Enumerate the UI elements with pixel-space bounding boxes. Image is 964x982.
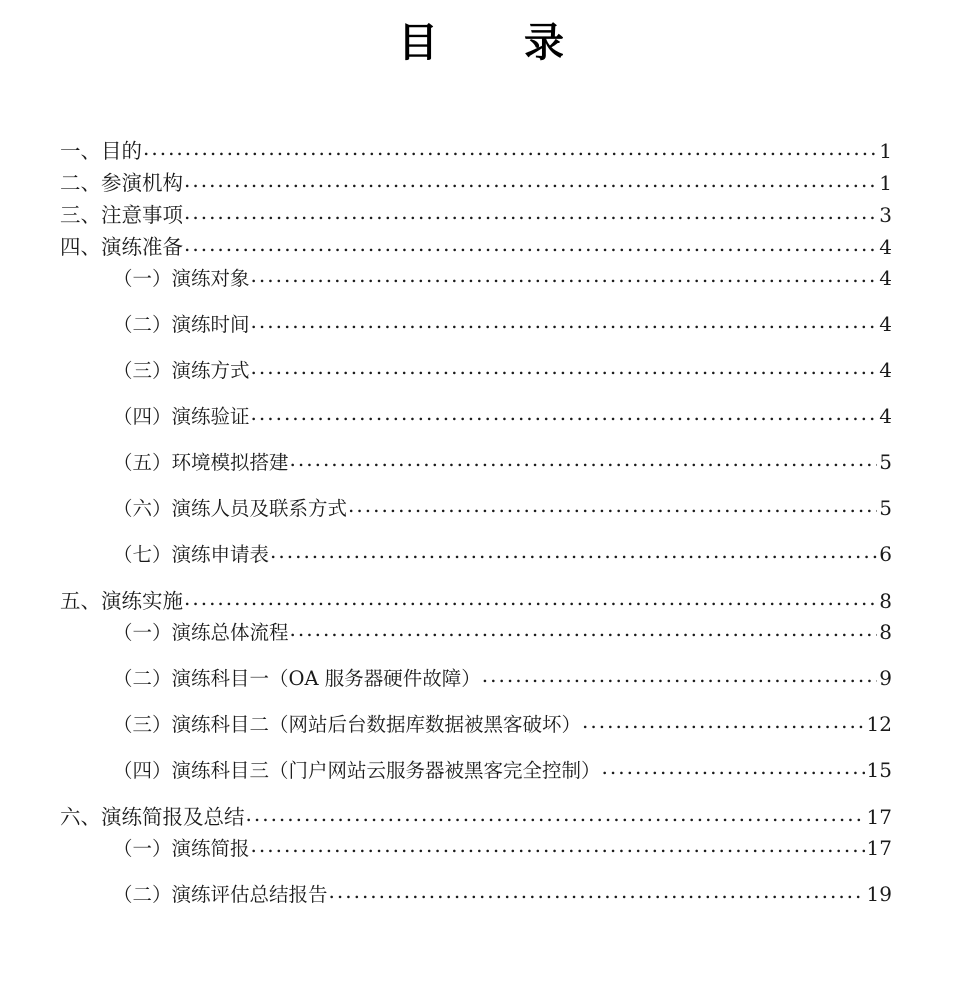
toc-entry-page-number: 5 <box>879 495 892 520</box>
toc-entry-page-number: 12 <box>866 711 892 736</box>
toc-entry-label: （二）演练时间 <box>113 312 250 336</box>
toc-entry-page-number: 1 <box>879 138 892 163</box>
toc-entry-label: （一）演练对象 <box>113 266 250 290</box>
dot-leader <box>143 137 877 158</box>
toc-entry-page-number: 15 <box>866 757 892 782</box>
dot-leader <box>290 619 878 639</box>
toc-entry-label: 六、演练简报及总结 <box>60 804 245 829</box>
toc-entry-level-1[interactable] <box>60 169 892 201</box>
toc-entry-level-2[interactable] <box>60 835 892 881</box>
toc-entry-page-number: 4 <box>879 234 892 259</box>
dot-leader <box>251 357 878 377</box>
toc-entry-level-1[interactable] <box>60 803 892 835</box>
toc-entry-page-number: 4 <box>879 357 892 382</box>
dot-leader <box>329 881 865 901</box>
toc-entry-label: （六）演练人员及联系方式 <box>113 496 348 520</box>
dot-leader <box>184 233 877 254</box>
toc-entry-page-number: 17 <box>866 804 892 829</box>
toc-entry-page-number: 17 <box>866 835 892 860</box>
toc-entry-level-2[interactable] <box>60 711 892 757</box>
dot-leader <box>582 711 865 731</box>
toc-entry-level-2[interactable] <box>60 665 892 711</box>
toc-entry-level-2[interactable] <box>60 357 892 403</box>
toc-entry-page-number: 5 <box>879 449 892 474</box>
toc-entry-level-1[interactable] <box>60 233 892 265</box>
page-title: 目 录 <box>398 20 566 66</box>
toc-entry-level-1[interactable] <box>60 201 892 233</box>
toc-entry-label: （四）演练科目三（门户网站云服务器被黑客完全控制） <box>113 758 601 782</box>
toc-entry-label: （七）演练申请表 <box>113 542 270 566</box>
toc-entry-level-2[interactable] <box>60 449 892 495</box>
toc-entry-level-2[interactable] <box>60 881 892 927</box>
toc-entry-label: 一、目的 <box>60 138 142 163</box>
dot-leader <box>290 449 878 469</box>
toc-entry-page-number: 4 <box>879 265 892 290</box>
toc-entry-page-number: 8 <box>879 619 892 644</box>
toc-entry-page-number: 4 <box>879 403 892 428</box>
toc-entry-level-1[interactable] <box>60 137 892 169</box>
dot-leader <box>270 541 877 561</box>
table-of-contents <box>0 137 964 927</box>
dot-leader <box>246 803 865 824</box>
toc-entry-level-2[interactable] <box>60 265 892 311</box>
toc-entry-page-number: 6 <box>879 541 892 566</box>
toc-entry-label: （五）环境模拟搭建 <box>113 450 289 474</box>
toc-entry-page-number: 8 <box>879 588 892 613</box>
toc-entry-label: 二、参演机构 <box>60 170 183 195</box>
dot-leader <box>184 201 877 222</box>
dot-leader <box>348 495 877 515</box>
toc-entry-label: （二）演练科目一（OA 服务器硬件故障） <box>113 666 481 690</box>
dot-leader <box>184 587 877 608</box>
toc-entry-label: （三）演练方式 <box>113 358 250 382</box>
dot-leader <box>251 835 865 855</box>
toc-entry-label: （一）演练总体流程 <box>113 620 289 644</box>
toc-entry-level-2[interactable] <box>60 757 892 803</box>
toc-entry-level-2[interactable] <box>60 403 892 449</box>
toc-entry-level-2[interactable] <box>60 311 892 357</box>
toc-entry-label: （一）演练简报 <box>113 836 250 860</box>
dot-leader <box>251 311 878 331</box>
dot-leader <box>482 665 877 685</box>
toc-entry-page-number: 9 <box>879 665 892 690</box>
toc-entry-label: 五、演练实施 <box>60 588 183 613</box>
toc-entry-page-number: 1 <box>879 170 892 195</box>
toc-entry-level-2[interactable] <box>60 495 892 541</box>
dot-leader <box>184 169 877 190</box>
dot-leader <box>251 265 878 285</box>
toc-entry-label: 三、注意事项 <box>60 202 183 227</box>
toc-entry-level-2[interactable] <box>60 541 892 587</box>
toc-entry-page-number: 4 <box>879 311 892 336</box>
toc-entry-page-number: 3 <box>879 202 892 227</box>
toc-entry-label: （二）演练评估总结报告 <box>113 882 328 906</box>
dot-leader <box>602 757 865 777</box>
toc-entry-page-number: 19 <box>866 881 892 906</box>
toc-entry-label: 四、演练准备 <box>60 234 183 259</box>
toc-entry-label: （三）演练科目二（网站后台数据库数据被黑客破坏） <box>113 712 582 736</box>
toc-entry-level-1[interactable] <box>60 587 892 619</box>
toc-entry-label: （四）演练验证 <box>113 404 250 428</box>
toc-entry-level-2[interactable] <box>60 619 892 665</box>
dot-leader <box>251 403 878 423</box>
